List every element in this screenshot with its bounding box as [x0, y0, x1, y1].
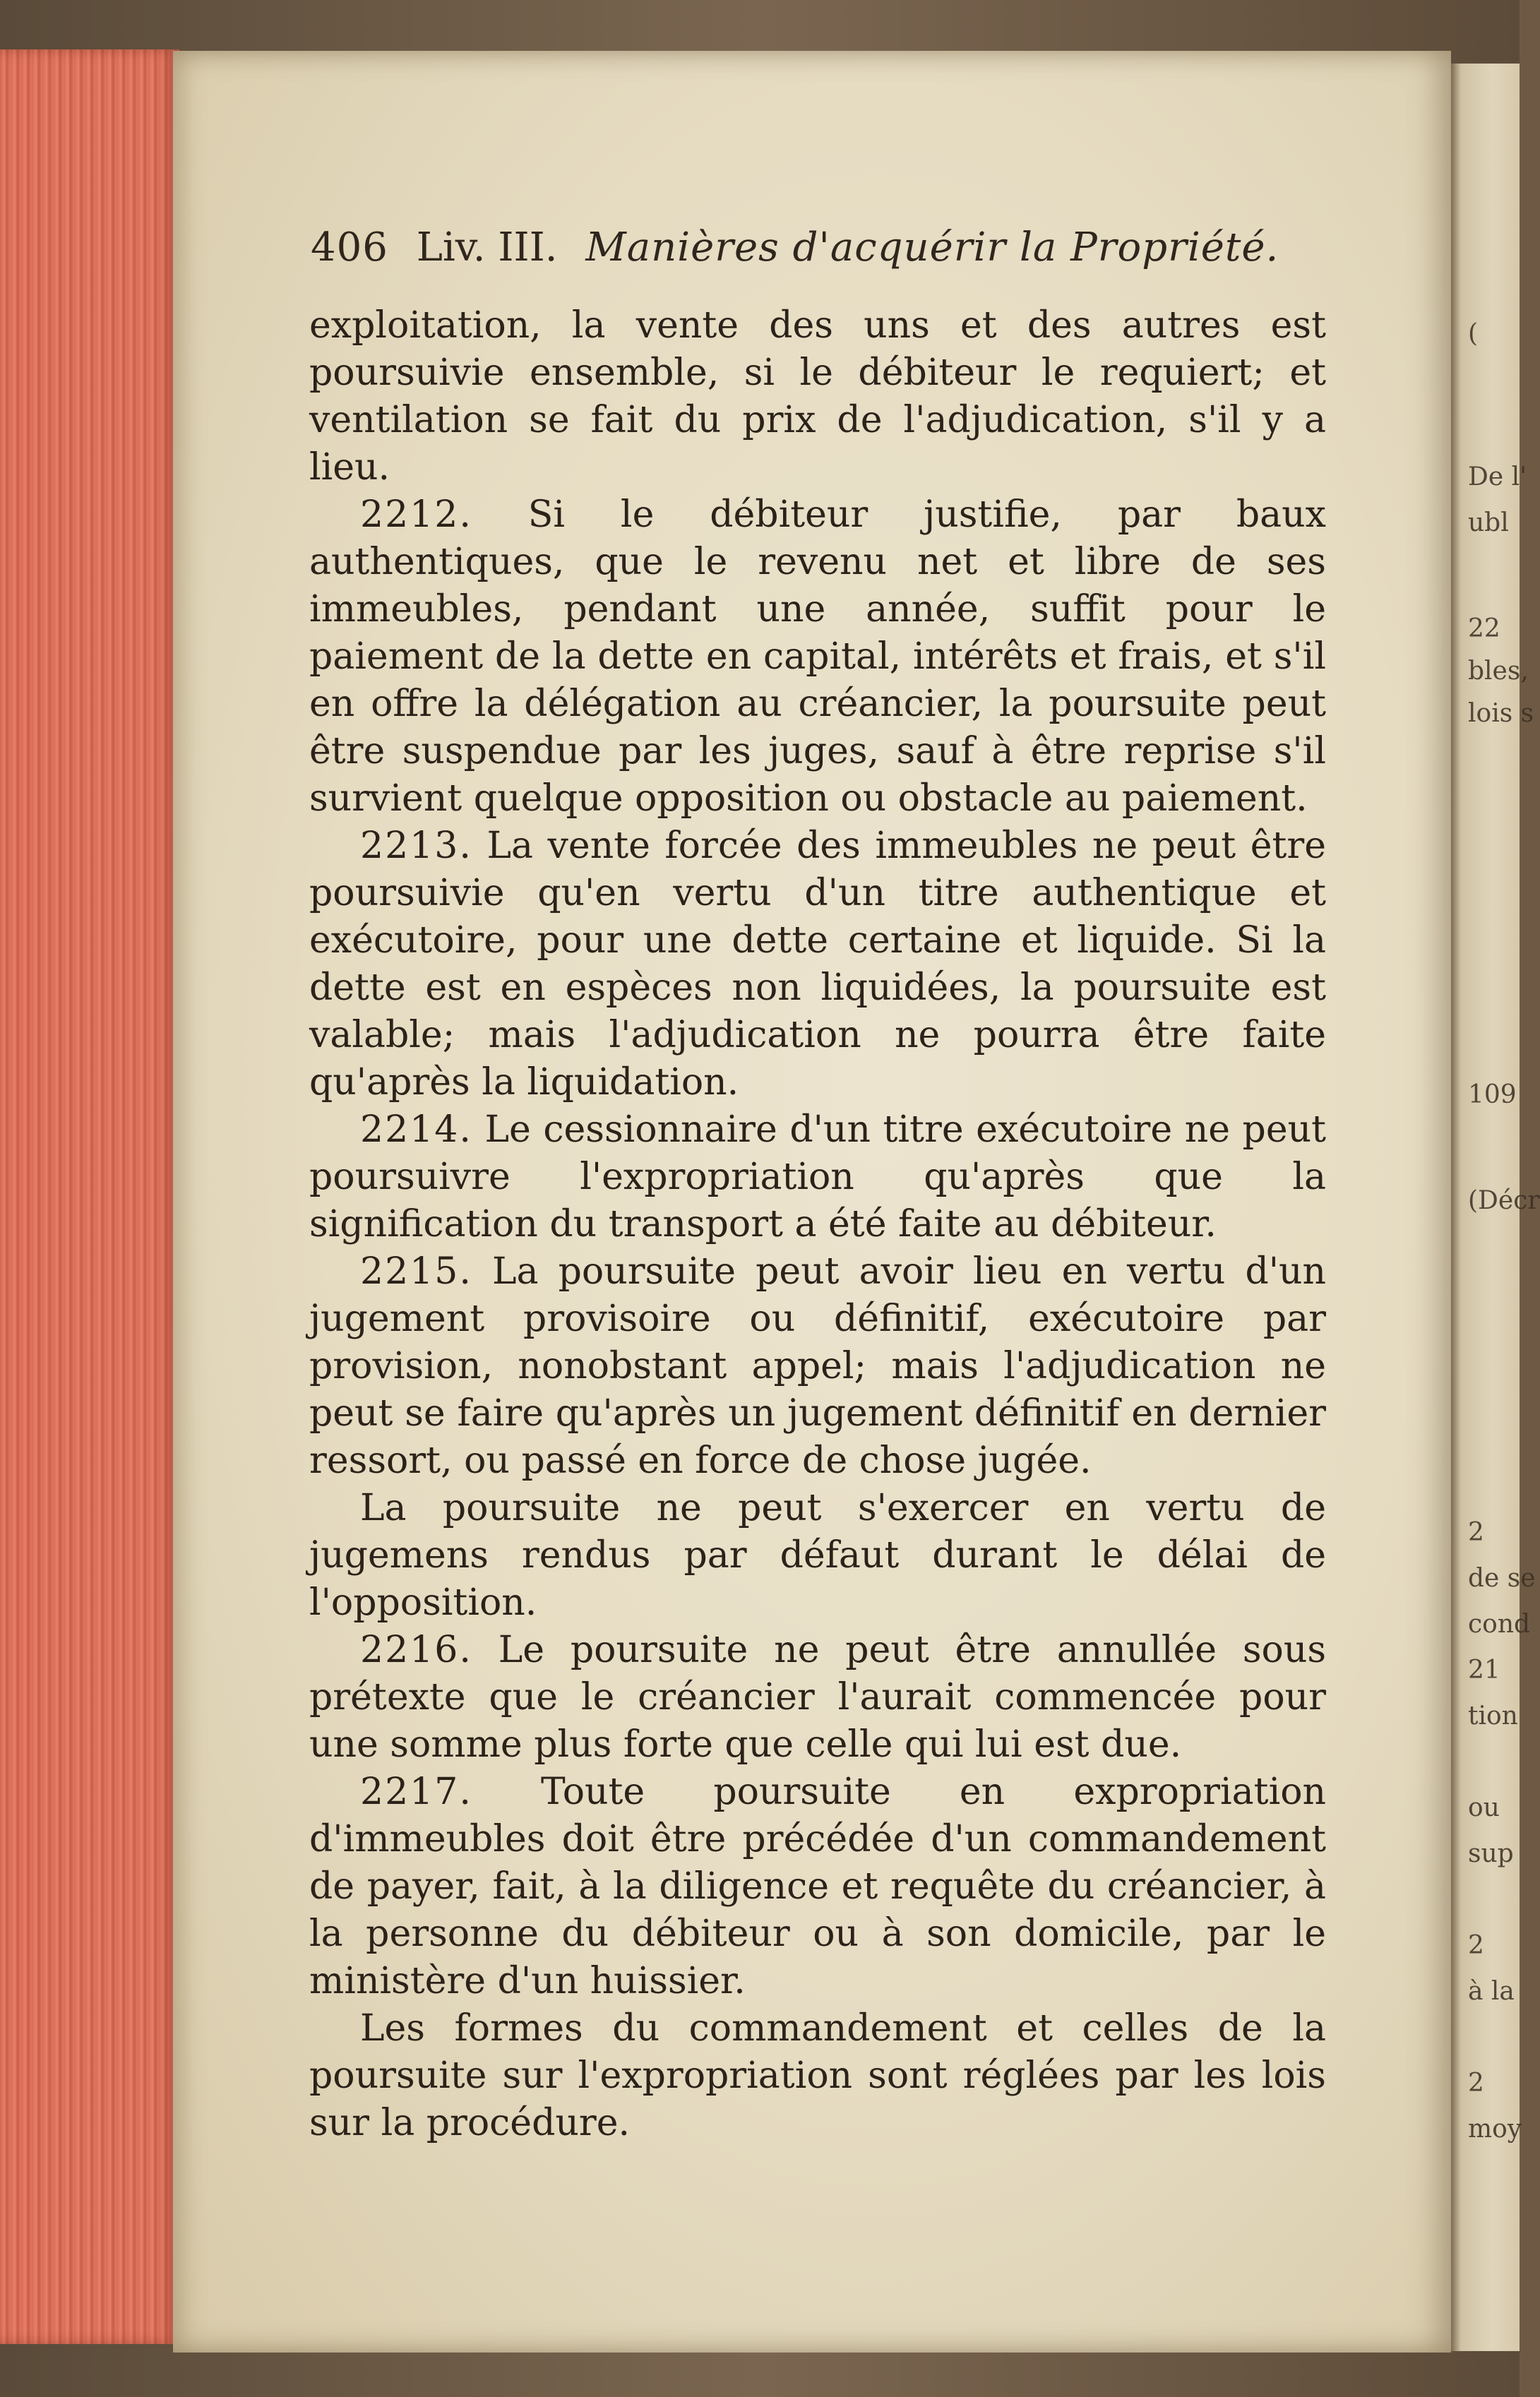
article-number: 2213.	[360, 825, 472, 867]
page-number: 406	[311, 225, 388, 270]
article-2213	[309, 823, 1326, 1106]
facing-fragment: de se	[1468, 1564, 1536, 1593]
facing-fragment: ou	[1468, 1793, 1500, 1822]
facing-fragment: 109	[1468, 1080, 1517, 1109]
article-2216	[309, 1627, 1326, 1769]
facing-fragment: (Décr	[1468, 1186, 1540, 1215]
body-text	[309, 302, 1326, 2147]
facing-page-edge	[1451, 64, 1540, 2351]
running-head	[311, 225, 1285, 281]
paragraph: exploitation, la vente des uns et des autres est poursuivie ensemble, si le débiteur le requiert; et ventilation se fait du prix de l'adjudication, s'il y a lieu.	[309, 304, 1326, 489]
facing-fragment: tion	[1468, 1702, 1518, 1730]
facing-fragment: 22	[1468, 614, 1500, 643]
facing-fragment: 21	[1468, 1656, 1500, 1685]
facing-fragment: De l'	[1468, 462, 1527, 491]
article-2212	[309, 491, 1326, 823]
book-page-edges	[0, 49, 179, 2344]
article-text: Le cessionnaire d'un titre exécutoire ne peut poursuivre l'expropriation qu'après que la signification du transport a été faite au débiteur.	[309, 1108, 1326, 1245]
facing-fragment: 2	[1468, 2069, 1484, 2098]
article-text: La poursuite peut avoir lieu en vertu d'un jugement provisoire ou définitif, exécutoire par provision, nonobstant appel; mais l'adjudication ne peut se faire qu'après un jugement définitif en dernier ressort, ou passé en force de chose jugée.	[309, 1250, 1326, 1482]
article-number: 2216.	[360, 1629, 472, 1671]
article-number: 2212.	[360, 494, 472, 536]
article-number: 2217.	[360, 1771, 472, 1813]
paragraph	[309, 2005, 1326, 2147]
article-2217	[309, 1769, 1326, 2005]
facing-fragment: lois s	[1468, 699, 1534, 728]
facing-fragment: ubl	[1468, 508, 1509, 537]
facing-fragment: moy	[1468, 2115, 1522, 2144]
facing-fragment: 2	[1468, 1931, 1484, 1960]
article-text: Toute poursuite en expropriation d'immeubles doit être précédée d'un commandement de payer, fait, à la diligence et requête du créancier, à la personne du débiteur ou à son domicile, par le ministère d'un huissier.	[309, 1771, 1326, 2002]
article-2214	[309, 1106, 1326, 1248]
facing-fragment: 2	[1468, 1518, 1484, 1547]
facing-fragment: (	[1468, 319, 1479, 348]
article-text: Si le débiteur justifie, par baux authentiques, que le revenu net et libre de ses immeubles, pendant une année, suffit pour le paiement de la dette en capital, intérêts et frais, et s'il en offre la délégation au créancier, la poursuite peut être suspendue par les juges, sauf à être reprise s'il survient quelque opposition ou obstacle au paiement.	[309, 494, 1326, 820]
article-number: 2214.	[360, 1108, 472, 1151]
article-number: 2215.	[360, 1250, 472, 1293]
paragraph-text: La poursuite ne peut s'exercer en vertu de jugemens rendus par défaut durant le délai de l'opposition.	[309, 1487, 1326, 1624]
article-2215	[309, 1248, 1326, 1485]
book-number: Liv. III.	[416, 225, 558, 270]
facing-fragment: à la	[1468, 1977, 1515, 2006]
facing-fragment: sup	[1468, 1839, 1514, 1868]
article-text: La vente forcée des immeubles ne peut être poursuivie qu'en vertu d'un titre authentique et exécutoire, pour une dette certaine et liquide. Si la dette est en espèces non liquidées, la poursuite est valable; mais l'adjudication ne pourra être faite qu'après la liquidation.	[309, 825, 1327, 1104]
running-title: Manières d'acquérir la Propriété.	[585, 225, 1279, 270]
facing-fragment: bles,	[1468, 657, 1529, 686]
paragraph	[309, 1485, 1326, 1627]
facing-fragment: cond	[1468, 1610, 1531, 1639]
article-text: Le poursuite ne peut être annullée sous prétexte que le créancier l'aurait commencée pour une somme plus forte que celle qui lui est due.	[309, 1629, 1327, 1766]
paragraph-text: Les formes du commandement et celles de la poursuite sur l'expropriation sont réglées par les lois sur la procédure.	[309, 2007, 1326, 2144]
